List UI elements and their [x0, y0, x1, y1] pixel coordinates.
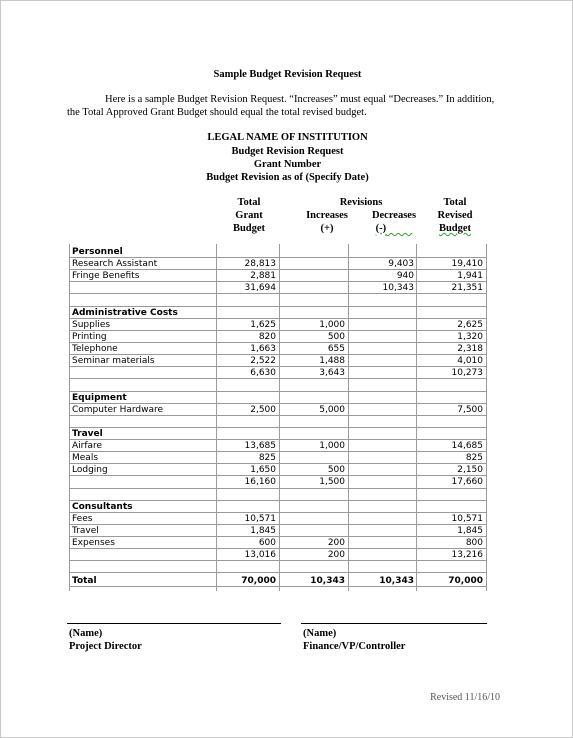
table-row: Travel 1,845 1,845 — [72, 526, 483, 536]
signature-left: (Name) Project Director — [69, 628, 142, 652]
col-total-grant-budget: Total Grant Budget — [232, 197, 266, 234]
col-decreases: Decreases (-) — [371, 210, 417, 234]
table-row: Expenses 600 200 800 — [72, 538, 483, 548]
table-row: Supplies 1,625 1,000 2,625 — [72, 320, 483, 330]
table-row: Seminar materials 2,522 1,488 4,010 — [72, 356, 483, 366]
table-row: Research Assistant 28,813 9,403 19,410 — [72, 259, 483, 269]
table-row: Fringe Benefits 2,881 940 1,941 — [72, 271, 483, 281]
signature-line-left — [67, 623, 281, 624]
signature-line-right — [301, 623, 487, 624]
signature-right: (Name) Finance/VP/Controller — [303, 628, 406, 652]
subtotal-row: 6,630 3,643 10,273 — [250, 368, 483, 378]
table-row: Printing 820 500 1,320 — [72, 332, 483, 342]
revised-date: Revised 11/16/10 — [430, 692, 500, 703]
subtotal-row: 13,016 200 13,216 — [244, 550, 483, 560]
table-row: Telephone 1,663 655 2,318 — [72, 344, 483, 354]
section-administrative-costs: Administrative Costs — [72, 308, 178, 318]
intro-paragraph: Here is a sample Budget Revision Request. “Increases” must equal “Decreases.” In addition, the Total Approved Grant Budget should equal the total revised budget. — [67, 94, 495, 118]
institution-name: LEGAL NAME OF INSTITUTION — [207, 132, 368, 143]
section-personnel: Personnel — [72, 247, 123, 257]
document-title: Sample Budget Revision Request — [213, 69, 362, 80]
table-row: Lodging 1,650 500 2,150 — [72, 465, 483, 475]
request-title: Budget Revision Request — [231, 146, 344, 157]
revision-date: Budget Revision as of (Specify Date) — [206, 172, 369, 183]
col-revisions: Revisions — [339, 197, 383, 208]
total-row: Total 70,000 10,343 10,343 70,000 — [72, 576, 483, 586]
col-total-revised-budget: Total Revised Budget — [437, 197, 473, 234]
grant-number: Grant Number — [253, 159, 322, 170]
section-travel: Travel — [72, 429, 103, 439]
section-equipment: Equipment — [72, 393, 127, 403]
subtotal-row: 16,160 1,500 17,660 — [244, 477, 483, 487]
subtotal-row: 31,694 10,343 21,351 — [244, 283, 483, 293]
table-row: Computer Hardware 2,500 5,000 7,500 — [72, 405, 483, 415]
table-row: Meals 825 825 — [72, 453, 483, 463]
col-increases: Increases (+) — [306, 210, 348, 234]
section-consultants: Consultants — [72, 502, 133, 512]
budget-table — [69, 244, 487, 591]
table-row: Fees 10,571 10,571 — [72, 514, 483, 524]
table-row: Airfare 13,685 1,000 14,685 — [72, 441, 483, 451]
